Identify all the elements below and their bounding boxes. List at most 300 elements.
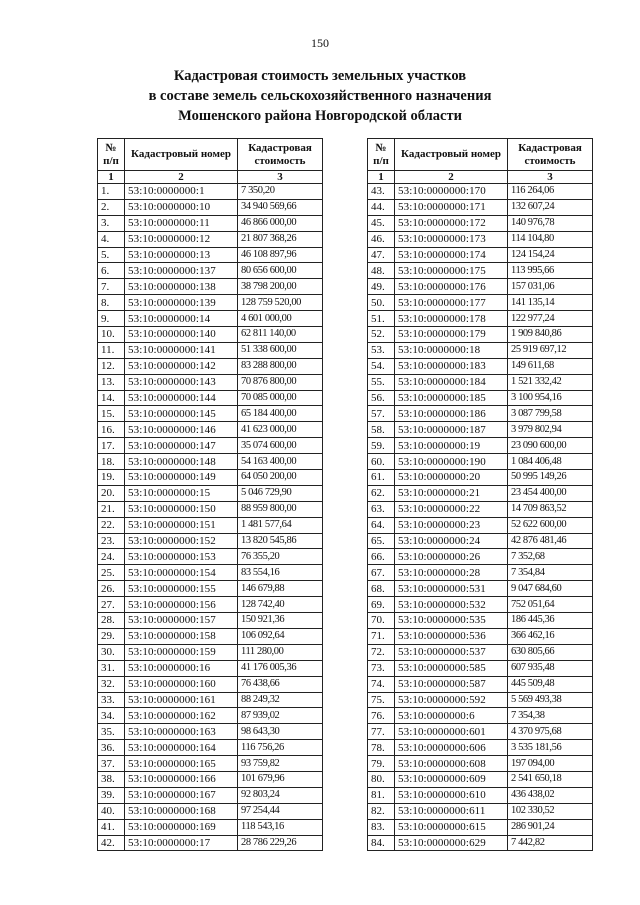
- cadastral-number: 53:10:0000000:10: [125, 199, 238, 215]
- cadastral-value: 52 622 600,00: [508, 517, 593, 533]
- cadastral-value: 92 803,24: [238, 787, 323, 803]
- cadastral-value: 186 445,36: [508, 613, 593, 629]
- table-row: [368, 406, 593, 422]
- cadastral-number: 53:10:0000000:615: [395, 819, 508, 835]
- row-number: 40.: [98, 803, 125, 819]
- table-row: [368, 724, 593, 740]
- table-row: [368, 342, 593, 358]
- cadastral-value: 4 601 000,00: [238, 311, 323, 327]
- header-index-2: 2: [395, 171, 508, 184]
- row-number: 8.: [98, 295, 125, 311]
- table-row: [98, 438, 323, 454]
- cadastral-value: 128 759 520,00: [238, 295, 323, 311]
- cadastral-value: 7 442,82: [508, 835, 593, 851]
- row-number: 49.: [368, 279, 395, 295]
- row-number: 84.: [368, 835, 395, 851]
- row-number: 62.: [368, 485, 395, 501]
- header-value: Кадастровая стоимость: [238, 139, 323, 171]
- row-number: 83.: [368, 819, 395, 835]
- cadastral-number: 53:10:0000000:16: [125, 660, 238, 676]
- row-number: 15.: [98, 406, 125, 422]
- header-index-3: 3: [238, 171, 323, 184]
- cadastral-number: 53:10:0000000:190: [395, 454, 508, 470]
- cadastral-value: 366 462,16: [508, 628, 593, 644]
- header-index-1: 1: [368, 171, 395, 184]
- table-row: [368, 263, 593, 279]
- cadastral-value: 23 090 600,00: [508, 438, 593, 454]
- header-num: № п/п: [368, 139, 395, 171]
- cadastral-value: 157 031,06: [508, 279, 593, 295]
- cadastral-number: 53:10:0000000:143: [125, 374, 238, 390]
- cadastral-number: 53:10:0000000:160: [125, 676, 238, 692]
- cadastral-number: 53:10:0000000:167: [125, 787, 238, 803]
- cadastral-value: 2 541 650,18: [508, 771, 593, 787]
- row-number: 81.: [368, 787, 395, 803]
- row-number: 73.: [368, 660, 395, 676]
- cadastral-number: 53:10:0000000:166: [125, 771, 238, 787]
- cadastral-value: 7 352,68: [508, 549, 593, 565]
- table-row: [368, 787, 593, 803]
- cadastral-value: 607 935,48: [508, 660, 593, 676]
- table-row: [98, 613, 323, 629]
- table-row: [368, 295, 593, 311]
- table-row: [368, 597, 593, 613]
- row-number: 64.: [368, 517, 395, 533]
- table-row: [368, 517, 593, 533]
- table-row: [368, 374, 593, 390]
- cadastral-value: 146 679,88: [238, 581, 323, 597]
- table-row: [368, 565, 593, 581]
- row-number: 3.: [98, 215, 125, 231]
- table-row: [368, 501, 593, 517]
- cadastral-value: 87 939,02: [238, 708, 323, 724]
- table-row: [98, 247, 323, 263]
- row-number: 34.: [98, 708, 125, 724]
- cadastral-number: 53:10:0000000:606: [395, 740, 508, 756]
- cadastral-value: 286 901,24: [508, 819, 593, 835]
- row-number: 27.: [98, 597, 125, 613]
- cadastral-table-left: [97, 138, 323, 851]
- table-row: [98, 660, 323, 676]
- cadastral-value: 88 959 800,00: [238, 501, 323, 517]
- table-row: [368, 660, 593, 676]
- cadastral-number: 53:10:0000000:176: [395, 279, 508, 295]
- row-number: 45.: [368, 215, 395, 231]
- table-row: [98, 327, 323, 343]
- row-number: 48.: [368, 263, 395, 279]
- table-row: [98, 470, 323, 486]
- table-row: [98, 279, 323, 295]
- header-index-3: 3: [508, 171, 593, 184]
- row-number: 60.: [368, 454, 395, 470]
- table-row: [98, 756, 323, 772]
- cadastral-number: 53:10:0000000:161: [125, 692, 238, 708]
- table-row: [368, 613, 593, 629]
- title-line-1: Кадастровая стоимость земельных участков: [173, 68, 467, 84]
- cadastral-value: 445 509,48: [508, 676, 593, 692]
- row-number: 43.: [368, 184, 395, 200]
- row-number: 23.: [98, 533, 125, 549]
- cadastral-table-right: [367, 138, 593, 851]
- row-number: 4.: [98, 231, 125, 247]
- table-row: [98, 485, 323, 501]
- cadastral-value: 7 350,20: [238, 184, 323, 200]
- row-number: 72.: [368, 644, 395, 660]
- cadastral-number: 53:10:0000000:18: [395, 342, 508, 358]
- cadastral-value: 62 811 140,00: [238, 327, 323, 343]
- cadastral-value: 93 759,82: [238, 756, 323, 772]
- cadastral-number: 53:10:0000000:175: [395, 263, 508, 279]
- cadastral-number: 53:10:0000000:168: [125, 803, 238, 819]
- cadastral-value: 9 047 684,60: [508, 581, 593, 597]
- table-row: [98, 454, 323, 470]
- table-row: [368, 184, 593, 200]
- table-row: [98, 549, 323, 565]
- cadastral-number: 53:10:0000000:15: [125, 485, 238, 501]
- cadastral-value: 116 756,26: [238, 740, 323, 756]
- cadastral-number: 53:10:0000000:154: [125, 565, 238, 581]
- row-number: 41.: [98, 819, 125, 835]
- cadastral-value: 630 805,66: [508, 644, 593, 660]
- header-value: Кадастровая стоимость: [508, 139, 593, 171]
- table-row: [98, 199, 323, 215]
- row-number: 74.: [368, 676, 395, 692]
- row-number: 22.: [98, 517, 125, 533]
- cadastral-number: 53:10:0000000:177: [395, 295, 508, 311]
- row-number: 70.: [368, 613, 395, 629]
- cadastral-number: 53:10:0000000:186: [395, 406, 508, 422]
- cadastral-value: 7 354,38: [508, 708, 593, 724]
- table-row: [98, 787, 323, 803]
- cadastral-number: 53:10:0000000:20: [395, 470, 508, 486]
- row-number: 71.: [368, 628, 395, 644]
- row-number: 53.: [368, 342, 395, 358]
- row-number: 82.: [368, 803, 395, 819]
- table-row: [368, 422, 593, 438]
- cadastral-value: 80 656 600,00: [238, 263, 323, 279]
- cadastral-value: 64 050 200,00: [238, 470, 323, 486]
- cadastral-value: 106 092,64: [238, 628, 323, 644]
- row-number: 2.: [98, 199, 125, 215]
- row-number: 56.: [368, 390, 395, 406]
- table-row: [368, 676, 593, 692]
- cadastral-number: 53:10:0000000:140: [125, 327, 238, 343]
- table-row: [98, 644, 323, 660]
- cadastral-number: 53:10:0000000:141: [125, 342, 238, 358]
- row-number: 47.: [368, 247, 395, 263]
- cadastral-number: 53:10:0000000:178: [395, 311, 508, 327]
- row-number: 51.: [368, 311, 395, 327]
- row-number: 30.: [98, 644, 125, 660]
- cadastral-value: 101 679,96: [238, 771, 323, 787]
- table-row: [98, 628, 323, 644]
- cadastral-number: 53:10:0000000:6: [395, 708, 508, 724]
- table-row: [98, 390, 323, 406]
- cadastral-number: 53:10:0000000:185: [395, 390, 508, 406]
- cadastral-value: 21 807 368,26: [238, 231, 323, 247]
- cadastral-value: 70 876 800,00: [238, 374, 323, 390]
- table-row: [368, 247, 593, 263]
- table-row: [368, 358, 593, 374]
- table-row: [98, 803, 323, 819]
- row-number: 32.: [98, 676, 125, 692]
- cadastral-number: 53:10:0000000:609: [395, 771, 508, 787]
- row-number: 39.: [98, 787, 125, 803]
- cadastral-number: 53:10:0000000:531: [395, 581, 508, 597]
- cadastral-value: 1 909 840,86: [508, 327, 593, 343]
- table-row: [98, 581, 323, 597]
- row-number: 35.: [98, 724, 125, 740]
- cadastral-value: 141 135,14: [508, 295, 593, 311]
- table-row: [98, 422, 323, 438]
- row-number: 24.: [98, 549, 125, 565]
- row-number: 59.: [368, 438, 395, 454]
- table-row: [98, 724, 323, 740]
- row-number: 66.: [368, 549, 395, 565]
- cadastral-number: 53:10:0000000:139: [125, 295, 238, 311]
- cadastral-value: 116 264,06: [508, 184, 593, 200]
- cadastral-value: 3 535 181,56: [508, 740, 593, 756]
- row-number: 76.: [368, 708, 395, 724]
- row-number: 67.: [368, 565, 395, 581]
- table-row: [98, 533, 323, 549]
- row-number: 69.: [368, 597, 395, 613]
- row-number: 9.: [98, 311, 125, 327]
- cadastral-number: 53:10:0000000:187: [395, 422, 508, 438]
- cadastral-number: 53:10:0000000:152: [125, 533, 238, 549]
- cadastral-number: 53:10:0000000:610: [395, 787, 508, 803]
- row-number: 79.: [368, 756, 395, 772]
- row-number: 65.: [368, 533, 395, 549]
- row-number: 63.: [368, 501, 395, 517]
- cadastral-number: 53:10:0000000:608: [395, 756, 508, 772]
- cadastral-number: 53:10:0000000:14: [125, 311, 238, 327]
- row-number: 7.: [98, 279, 125, 295]
- header-index-1: 1: [98, 171, 125, 184]
- table-row: [368, 819, 593, 835]
- header-index-2: 2: [125, 171, 238, 184]
- table-body-left: [98, 184, 323, 851]
- cadastral-value: 122 977,24: [508, 311, 593, 327]
- cadastral-value: 128 742,40: [238, 597, 323, 613]
- row-number: 33.: [98, 692, 125, 708]
- cadastral-number: 53:10:0000000:601: [395, 724, 508, 740]
- cadastral-number: 53:10:0000000:155: [125, 581, 238, 597]
- row-number: 29.: [98, 628, 125, 644]
- cadastral-value: 102 330,52: [508, 803, 593, 819]
- table-row: [368, 708, 593, 724]
- table-row: [368, 740, 593, 756]
- cadastral-value: 111 280,00: [238, 644, 323, 660]
- page-number: 150: [311, 36, 329, 50]
- cadastral-number: 53:10:0000000:24: [395, 533, 508, 549]
- cadastral-number: 53:10:0000000:169: [125, 819, 238, 835]
- row-number: 11.: [98, 342, 125, 358]
- table-row: [368, 279, 593, 295]
- row-number: 36.: [98, 740, 125, 756]
- table-row: [368, 581, 593, 597]
- table-body-right: [368, 184, 593, 851]
- row-number: 57.: [368, 406, 395, 422]
- row-number: 5.: [98, 247, 125, 263]
- cadastral-number: 53:10:0000000:149: [125, 470, 238, 486]
- cadastral-number: 53:10:0000000:174: [395, 247, 508, 263]
- table-row: [98, 374, 323, 390]
- table-row: [368, 756, 593, 772]
- cadastral-number: 53:10:0000000:145: [125, 406, 238, 422]
- cadastral-value: 197 094,00: [508, 756, 593, 772]
- cadastral-number: 53:10:0000000:532: [395, 597, 508, 613]
- cadastral-number: 53:10:0000000:11: [125, 215, 238, 231]
- table-row: [98, 231, 323, 247]
- table-row: [98, 501, 323, 517]
- cadastral-number: 53:10:0000000:23: [395, 517, 508, 533]
- table-row: [98, 565, 323, 581]
- cadastral-number: 53:10:0000000:173: [395, 231, 508, 247]
- cadastral-number: 53:10:0000000:611: [395, 803, 508, 819]
- cadastral-number: 53:10:0000000:138: [125, 279, 238, 295]
- cadastral-number: 53:10:0000000:137: [125, 263, 238, 279]
- cadastral-number: 53:10:0000000:17: [125, 835, 238, 851]
- cadastral-value: 132 607,24: [508, 199, 593, 215]
- cadastral-value: 3 979 802,94: [508, 422, 593, 438]
- table-row: [98, 215, 323, 231]
- cadastral-value: 4 370 975,68: [508, 724, 593, 740]
- cadastral-number: 53:10:0000000:156: [125, 597, 238, 613]
- cadastral-number: 53:10:0000000:159: [125, 644, 238, 660]
- row-number: 10.: [98, 327, 125, 343]
- cadastral-value: 436 438,02: [508, 787, 593, 803]
- row-number: 13.: [98, 374, 125, 390]
- cadastral-number: 53:10:0000000:148: [125, 454, 238, 470]
- row-number: 21.: [98, 501, 125, 517]
- cadastral-value: 3 087 799,58: [508, 406, 593, 422]
- cadastral-value: 124 154,24: [508, 247, 593, 263]
- table-row: [368, 215, 593, 231]
- cadastral-value: 76 438,66: [238, 676, 323, 692]
- cadastral-number: 53:10:0000000:12: [125, 231, 238, 247]
- cadastral-value: 28 786 229,26: [238, 835, 323, 851]
- table-row: [368, 644, 593, 660]
- row-number: 77.: [368, 724, 395, 740]
- row-number: 61.: [368, 470, 395, 486]
- cadastral-value: 25 919 697,12: [508, 342, 593, 358]
- row-number: 68.: [368, 581, 395, 597]
- cadastral-value: 41 176 005,36: [238, 660, 323, 676]
- cadastral-number: 53:10:0000000:150: [125, 501, 238, 517]
- cadastral-number: 53:10:0000000:21: [395, 485, 508, 501]
- table-row: [98, 835, 323, 851]
- cadastral-value: 38 798 200,00: [238, 279, 323, 295]
- table-row: [368, 311, 593, 327]
- cadastral-value: 13 820 545,86: [238, 533, 323, 549]
- table-row: [98, 597, 323, 613]
- title-line-3: Мошенского района Новгородской области: [178, 108, 462, 124]
- row-number: 80.: [368, 771, 395, 787]
- cadastral-value: 7 354,84: [508, 565, 593, 581]
- table-row: [98, 342, 323, 358]
- cadastral-value: 83 554,16: [238, 565, 323, 581]
- row-number: 75.: [368, 692, 395, 708]
- table-row: [98, 184, 323, 200]
- cadastral-number: 53:10:0000000:183: [395, 358, 508, 374]
- cadastral-value: 1 481 577,64: [238, 517, 323, 533]
- cadastral-number: 53:10:0000000:13: [125, 247, 238, 263]
- cadastral-number: 53:10:0000000:179: [395, 327, 508, 343]
- table-row: [368, 771, 593, 787]
- cadastral-value: 83 288 800,00: [238, 358, 323, 374]
- header-code: Кадастровый номер: [125, 139, 238, 171]
- title-line-2: в составе земель сельскохозяйственного назначения: [148, 88, 492, 104]
- cadastral-number: 53:10:0000000:147: [125, 438, 238, 454]
- cadastral-value: 114 104,80: [508, 231, 593, 247]
- row-number: 12.: [98, 358, 125, 374]
- cadastral-number: 53:10:0000000:153: [125, 549, 238, 565]
- table-row: [368, 485, 593, 501]
- cadastral-number: 53:10:0000000:170: [395, 184, 508, 200]
- cadastral-value: 118 543,16: [238, 819, 323, 835]
- row-number: 37.: [98, 756, 125, 772]
- table-row: [368, 390, 593, 406]
- cadastral-value: 5 569 493,38: [508, 692, 593, 708]
- cadastral-value: 41 623 000,00: [238, 422, 323, 438]
- cadastral-number: 53:10:0000000:629: [395, 835, 508, 851]
- table-row: [368, 470, 593, 486]
- cadastral-number: 53:10:0000000:162: [125, 708, 238, 724]
- table-row: [98, 517, 323, 533]
- cadastral-value: 1 084 406,48: [508, 454, 593, 470]
- row-number: 17.: [98, 438, 125, 454]
- row-number: 38.: [98, 771, 125, 787]
- row-number: 44.: [368, 199, 395, 215]
- cadastral-number: 53:10:0000000:157: [125, 613, 238, 629]
- row-number: 50.: [368, 295, 395, 311]
- cadastral-number: 53:10:0000000:144: [125, 390, 238, 406]
- cadastral-number: 53:10:0000000:22: [395, 501, 508, 517]
- table-row: [98, 311, 323, 327]
- cadastral-number: 53:10:0000000:171: [395, 199, 508, 215]
- row-number: 58.: [368, 422, 395, 438]
- table-row: [368, 803, 593, 819]
- row-number: 55.: [368, 374, 395, 390]
- cadastral-value: 88 249,32: [238, 692, 323, 708]
- row-number: 6.: [98, 263, 125, 279]
- cadastral-number: 53:10:0000000:172: [395, 215, 508, 231]
- cadastral-value: 50 995 149,26: [508, 470, 593, 486]
- table-row: [368, 533, 593, 549]
- cadastral-value: 113 995,66: [508, 263, 593, 279]
- cadastral-number: 53:10:0000000:158: [125, 628, 238, 644]
- header-code: Кадастровый номер: [395, 139, 508, 171]
- cadastral-number: 53:10:0000000:146: [125, 422, 238, 438]
- table-row: [368, 835, 593, 851]
- cadastral-value: 34 940 569,66: [238, 199, 323, 215]
- row-number: 31.: [98, 660, 125, 676]
- table-row: [368, 327, 593, 343]
- table-row: [368, 231, 593, 247]
- row-number: 46.: [368, 231, 395, 247]
- cadastral-number: 53:10:0000000:163: [125, 724, 238, 740]
- row-number: 52.: [368, 327, 395, 343]
- table-row: [368, 438, 593, 454]
- cadastral-number: 53:10:0000000:1: [125, 184, 238, 200]
- cadastral-number: 53:10:0000000:184: [395, 374, 508, 390]
- row-number: 28.: [98, 613, 125, 629]
- row-number: 42.: [98, 835, 125, 851]
- table-row: [368, 199, 593, 215]
- cadastral-value: 54 163 400,00: [238, 454, 323, 470]
- row-number: 18.: [98, 454, 125, 470]
